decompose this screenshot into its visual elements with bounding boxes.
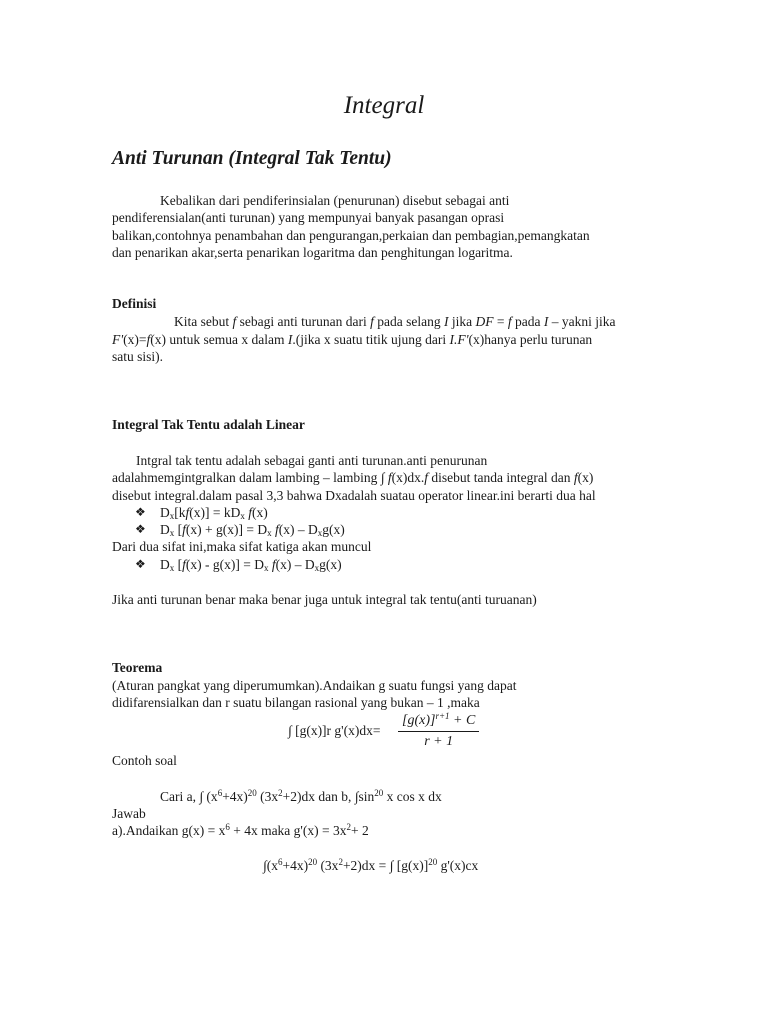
linear-line-3: disebut integral.dalam pasal 3,3 bahwa Dxadalah suatau operator linear.ini berarti dua hal — [112, 488, 596, 503]
intro-line-2: pendiferensialan(anti turunan) yang mempunyai banyak pasangan oprasi — [112, 210, 505, 225]
intro-line-1: Kebalikan dari pendiferinsialan (penurunan) disebut sebagai anti — [160, 193, 510, 208]
section-heading: Anti Turunan (Integral Tak Tentu) — [112, 148, 392, 169]
page-title: Integral — [343, 92, 425, 119]
teorema-formula-fraction — [398, 711, 479, 752]
linear-line-1: Intgral tak tentu adalah sebagai ganti anti turunan.anti penurunan — [136, 453, 488, 468]
contoh-question: Cari a, ∫ $(x^6+4x)^{20}$ $(3x^2+2)dx$ dan b, $\int\sin^{20}$ x cos x dx — [160, 788, 442, 804]
fraction-denominator: r + 1 — [424, 734, 454, 749]
teorema-line-1: (Aturan pangkat yang diperumumkan).Andaikan g suatu fungsi yang dapat — [112, 678, 517, 693]
linear-bullet-3: $D_x$ $[f(x) - g(x)] = D_x$ $f(x) - D_xg(x)$ — [160, 557, 342, 573]
teorema-formula-lhs: ∫ [g(x)]r g'(x)dx= — [288, 723, 381, 738]
contoh-soal-label: Contoh soal — [112, 753, 177, 768]
diamond-bullet-icon: ❖ — [135, 557, 146, 571]
diamond-bullet-icon: ❖ — [135, 505, 146, 519]
definisi-line-3: satu sisi). — [112, 349, 164, 364]
teorema-line-2: didifarensialkan dan r suatu bilangan rasional yang bukan – 1 ,maka — [112, 695, 480, 710]
linear-line-5: Jika anti turunan benar maka benar juga untuk integral tak tentu(anti turuanan) — [112, 592, 537, 607]
linear-line-2: adalahmemgintgralkan dalam lambing – lambing ∫ f(x)dx.f disebut tanda integral dan f(x) — [112, 470, 594, 485]
intro-line-3: balikan,contohnya penambahan dan pengurangan,perkaian dan pembagian,pemangkatan — [112, 228, 590, 243]
intro-line-4: dan penarikan akar,serta penarikan logaritma dan penghitungan logaritma. — [112, 245, 513, 260]
definisi-line-1: Kita sebut f sebagi anti turunan dari f pada selang I jika DF = f pada I – yakni jika — [174, 314, 616, 329]
teorema-heading: Teorema — [112, 660, 163, 675]
answer-line-a: a).Andaikan $g(x) = x^6 + 4x$ maka $g'(x) = 3x^2+ 2$ — [112, 822, 369, 838]
answer-formula: $\int(x^6+4x)^{20}$ $(3x^2+2)dx$ = ∫ $[g(x)]^{20}$ g'(x)cx — [263, 857, 479, 873]
linear-bullet-1: $D_x[kf(x)] = kD_x$ f(x) — [160, 505, 268, 521]
linear-bullet-2: $D_x$ $[f(x) + g(x)] = D_x$ $f(x) - D_xg(x)$ — [160, 522, 345, 538]
fraction-numerator: $[g(x)]^{r+1} + C$ — [398, 711, 479, 732]
linear-line-4: Dari dua sifat ini,maka sifat katiga akan muncul — [112, 539, 372, 554]
diamond-bullet-icon: ❖ — [135, 522, 146, 536]
linear-heading: Integral Tak Tentu adalah Linear — [112, 417, 305, 432]
definisi-line-2: F'(x)=f(x) untuk semua x dalam I.(jika x suatu titik ujung dari I.F'(x)hanya perlu turunan — [112, 332, 593, 347]
definisi-heading: Definisi — [112, 296, 157, 311]
jawab-label: Jawab — [112, 806, 146, 821]
